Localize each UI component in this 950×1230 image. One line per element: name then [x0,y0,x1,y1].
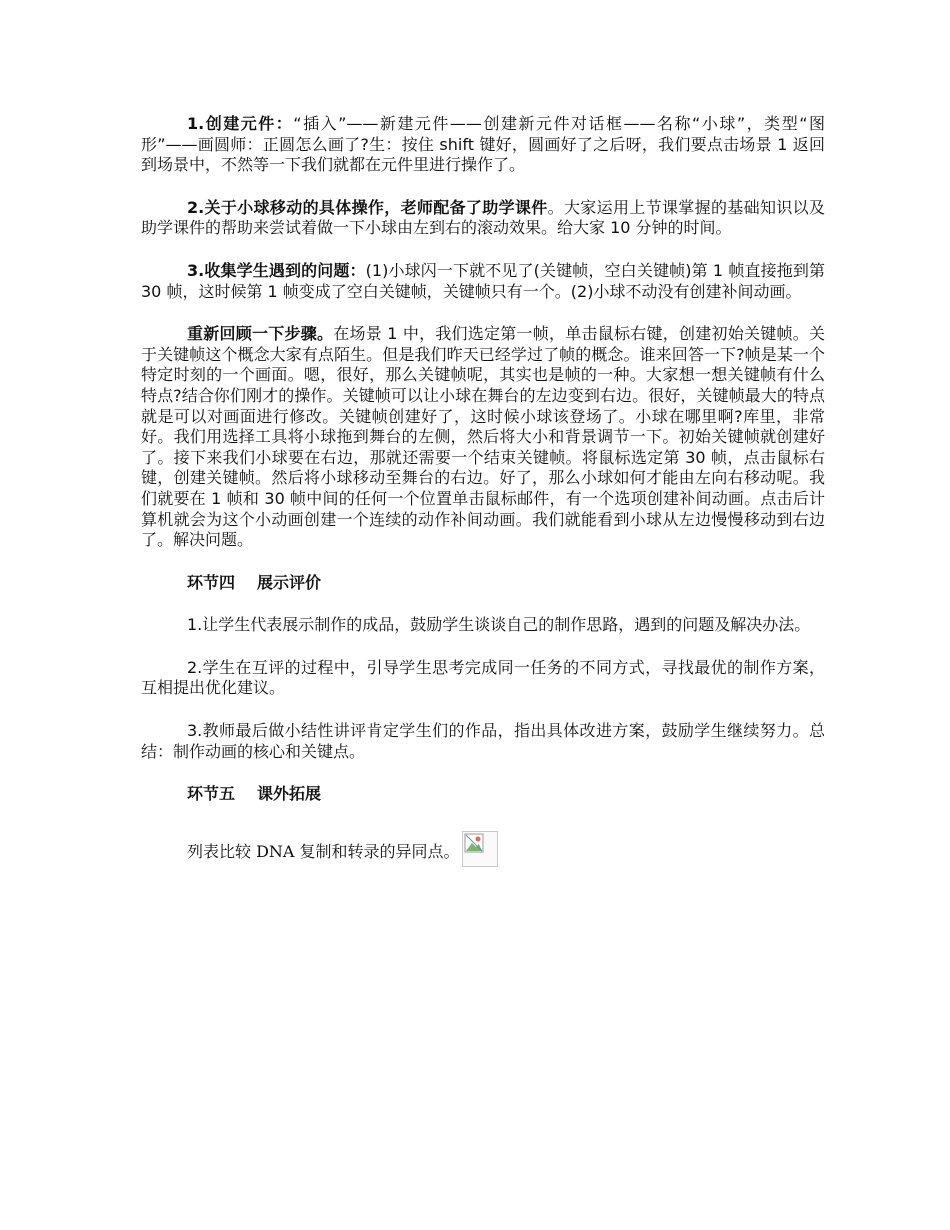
paragraph-text: “插入”——新建元件——创建新元件对话框——名称“小球”，类型“图形”——画圆师：正圆怎么画了?生：按住 shift 键好，圆画好了之后呀，我们要点击场景 1 返回到场景中，不然等一下我们就都在元件里进行操作了。 [141,114,825,175]
paragraph-create-symbol [141,114,825,176]
paragraph-text: 列表比较 DNA 复制和转录的异同点。 [187,842,460,862]
paragraph-lead: 1.创建元件： [187,114,294,133]
paragraph-review-steps [141,324,825,551]
section-title: 课外拓展 [257,784,322,804]
paragraph-teacher-summary [141,721,825,762]
paragraph-text: 。大家运用上节课掌握的基础知识以及助学课件的帮助来尝试着做一下小球由左到右的滚动效果。给大家 10 分钟的时间。 [141,197,825,238]
paragraph-text: 1.让学生代表展示制作的成品，鼓励学生谈谈自己的制作思路，遇到的问题及解决办法。 [187,615,811,635]
broken-image-icon [462,831,498,867]
paragraph-text: 3.教师最后做小结性讲评肯定学生们的作品，指出具体改进方案，鼓励学生继续努力。总结：制作动画的核心和关键点。 [141,721,825,761]
section-title: 展示评价 [257,572,322,592]
document-body [141,114,825,863]
section-number: 环节四 [187,572,236,592]
section-heading-4 [141,573,825,594]
paragraph-lead: 重新回顾一下步骤。 [187,324,334,344]
section-number: 环节五 [187,784,236,804]
paragraph-extension-task [141,827,825,863]
paragraph-lead: 3.收集学生遇到的问题： [187,260,366,280]
paragraph-text: 在场景 1 中，我们选定第一帧，单击鼠标右键，创建初始关键帧。关于关键帧这个概念大家有点陌生。但是我们昨天已经学过了帧的概念。谁来回答一下?帧是某一个特定时刻的一个画面。嗯，很好，那么关键帧呢，其实也是帧的一种。大家想一想关键帧有什么特点?结合你们刚才的操作。关键帧可以让小球在舞台的左边变到右边。很好，关键帧最大的特点就是可以对画面进行修改。关键帧创建好了，这时候小球该登场了。小球在哪里啊?库里，非常好。我们用选择工具将小球拖到舞台的左侧，然后将大小和背景调节一下。初始关键帧就创建好了。接下来我们小球要在右边，那就还需要一个结束关键帧。将鼠标选定第 30 帧，点击鼠标右键，创建关键帧。然后将小球移动至舞台的右边。好了，那么小球如何才能由左向右移动呢。我们就要在 1 帧和 30 帧中间的任何一个位置单击鼠标邮件，有一个选项创建补间动画。点击后计算机就会为这个小动画创建一个连续的动作补间动画。我们就能看到小球从左边慢慢移动到右边了。解决问题。 [141,324,825,550]
paragraph-ball-movement [141,198,825,239]
paragraph-peer-review [141,658,825,699]
paragraph-text: (1)小球闪一下就不见了(关键帧，空白关键帧)第 1 帧直接拖到第 30 帧，这时候第 1 帧变成了空白关键帧，关键帧只有一个。(2)小球不动没有创建补间动画。 [141,260,825,301]
paragraph-lead: 2.关于小球移动的具体操作，老师配备了助学课件 [187,197,548,217]
paragraph-collect-problems [141,261,825,302]
paragraph-text: 2.学生在互评的过程中，引导学生思考完成同一任务的不同方式，寻找最优的制作方案，互相提出优化建议。 [141,657,825,698]
paragraph-show-works [141,615,825,636]
section-heading-5 [141,784,825,805]
